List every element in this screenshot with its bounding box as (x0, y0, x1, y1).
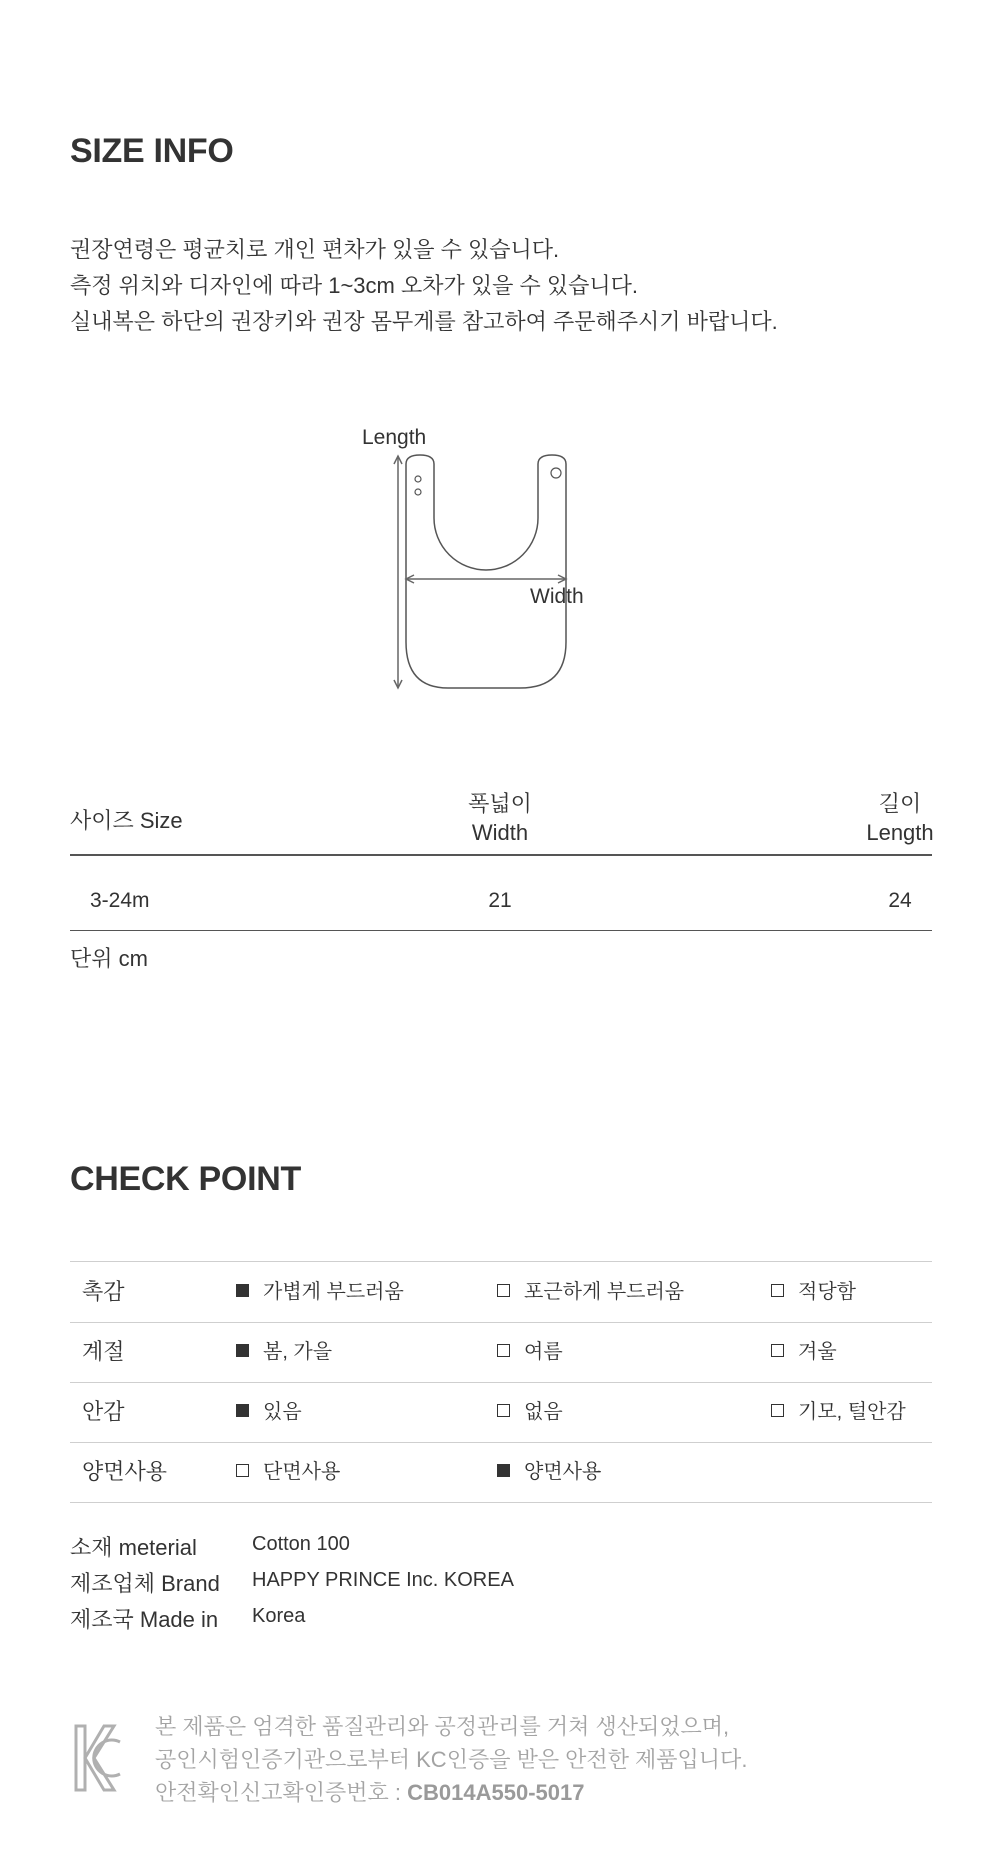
bib-diagram (350, 420, 620, 700)
size-cell: 3-24m (90, 889, 150, 912)
size-notes (70, 232, 778, 340)
material-label: 소재 meterial (70, 1535, 197, 1560)
checked-box-icon (236, 1344, 249, 1357)
length-column-header (840, 789, 960, 847)
check-point-title: CHECK POINT (70, 1160, 301, 1198)
unchecked-box-icon (771, 1284, 784, 1297)
length-header-ko: 길이 (878, 791, 922, 816)
size-column-header: 사이즈 Size (70, 808, 183, 833)
width-header-ko: 폭넓이 (468, 791, 532, 816)
width-cell: 21 (488, 889, 512, 912)
diagram-length-label: Length (362, 426, 427, 449)
option-label: 기모, 털안감 (798, 1401, 906, 1423)
size-note: 권장연령은 평균치로 개인 편차가 있을 수 있습니다. (70, 237, 560, 262)
unit-note: 단위 cm (70, 946, 148, 971)
brand-label: 제조업체 Brand (70, 1571, 220, 1596)
made-in-value: Korea (252, 1605, 306, 1627)
option-single-sided (236, 1442, 340, 1502)
kc-notice-line-2: 공인시험인증기관으로부터 KC인증을 받은 안전한 제품입니다. (155, 1747, 748, 1772)
option-light-soft (236, 1262, 404, 1322)
kc-logo-icon (74, 1722, 124, 1794)
check-row-label: 안감 (82, 1399, 125, 1424)
unchecked-box-icon (497, 1344, 510, 1357)
made-in-label: 제조국 Made in (70, 1607, 219, 1632)
size-note: 실내복은 하단의 권장키와 권장 몸무게를 참고하여 주문해주시기 바랍니다. (70, 309, 778, 334)
size-note: 측정 위치와 디자인에 따라 1~3cm 오차가 있을 수 있습니다. (70, 273, 638, 298)
kc-cert-label: 안전확인신고확인증번호 : (155, 1780, 408, 1805)
table-header-divider (70, 854, 932, 856)
checked-box-icon (236, 1404, 249, 1417)
kc-notice-line-1: 본 제품은 엄격한 품질관리와 공정관리를 거쳐 생산되었으며, (155, 1714, 730, 1739)
checked-box-icon (497, 1464, 510, 1477)
option-label: 있음 (263, 1401, 302, 1423)
check-row-lining (70, 1382, 932, 1442)
table-bottom-divider (70, 930, 932, 931)
kc-cert-number: CB014A550-5017 (407, 1780, 585, 1805)
option-label: 단면사용 (263, 1461, 341, 1483)
width-header-en: Width (471, 820, 529, 845)
check-table-bottom-line (70, 1502, 932, 1503)
snap-hole (415, 476, 421, 482)
snap-button (551, 468, 561, 478)
check-row-season (70, 1322, 932, 1382)
option-fleece (771, 1382, 906, 1442)
option-winter (771, 1322, 837, 1382)
option-double-sided (497, 1442, 601, 1502)
option-lined (236, 1382, 302, 1442)
unchecked-box-icon (497, 1284, 510, 1297)
width-column-header (440, 789, 560, 847)
size-info-title: SIZE INFO (70, 132, 234, 170)
option-label: 여름 (524, 1341, 563, 1363)
kc-notice-line-3 (155, 1776, 584, 1807)
checked-box-icon (236, 1284, 249, 1297)
brand-value: HAPPY PRINCE Inc. KOREA (252, 1569, 514, 1591)
bib-outline (406, 455, 566, 688)
option-summer (497, 1322, 563, 1382)
option-label: 겨울 (798, 1341, 837, 1363)
check-row-label: 촉감 (82, 1279, 125, 1304)
check-row-label: 계절 (82, 1339, 125, 1364)
snap-hole (415, 489, 421, 495)
option-label: 봄, 가을 (263, 1341, 333, 1363)
check-row-texture (70, 1262, 932, 1322)
option-spring-fall (236, 1322, 332, 1382)
check-row-reversible (70, 1442, 932, 1502)
option-label: 포근하게 부드러움 (524, 1281, 685, 1303)
length-cell: 24 (888, 889, 912, 912)
unchecked-box-icon (771, 1404, 784, 1417)
option-label: 없음 (524, 1401, 563, 1423)
length-header-en: Length (866, 820, 934, 845)
option-cozy-soft (497, 1262, 684, 1322)
option-label: 적당함 (798, 1281, 856, 1303)
option-unlined (497, 1382, 563, 1442)
unchecked-box-icon (497, 1404, 510, 1417)
option-moderate (771, 1262, 856, 1322)
material-value: Cotton 100 (252, 1533, 350, 1555)
diagram-width-label: Width (530, 585, 584, 608)
option-label: 양면사용 (524, 1461, 602, 1483)
option-label: 가볍게 부드러움 (263, 1281, 404, 1303)
check-row-label: 양면사용 (82, 1459, 168, 1484)
unchecked-box-icon (771, 1344, 784, 1357)
unchecked-box-icon (236, 1464, 249, 1477)
